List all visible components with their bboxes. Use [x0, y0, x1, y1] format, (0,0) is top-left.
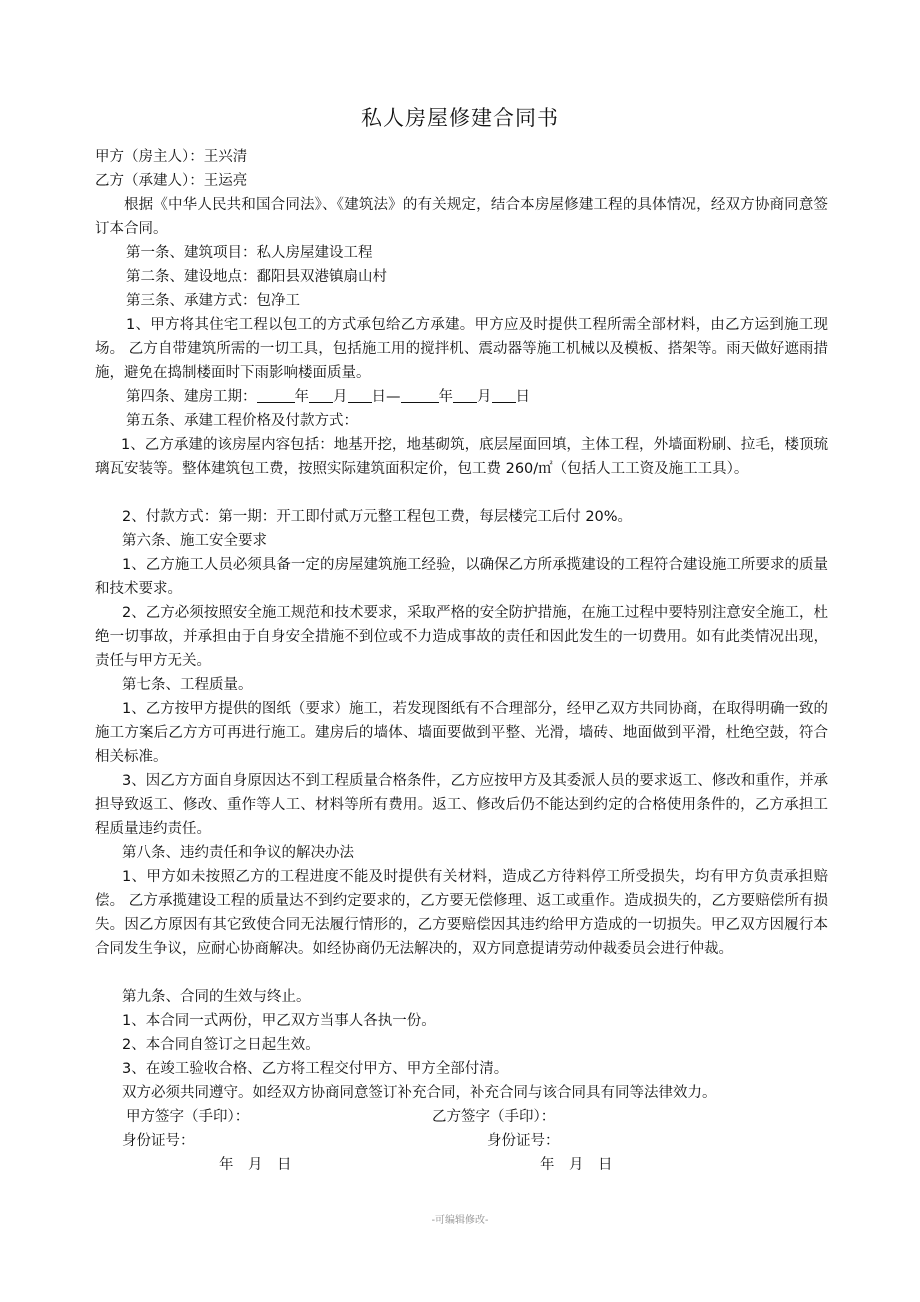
start-year-label: 年 — [294, 389, 309, 405]
end-year-blank — [401, 386, 439, 403]
party-b-line: 乙方（承建人）：王运亮 — [95, 173, 248, 189]
party-a-signature-label: 甲方签字（手印）： — [126, 1109, 250, 1125]
article-3: 第三条、承建方式：包净工 — [126, 293, 300, 309]
start-month-label: 月 — [333, 389, 348, 405]
article-8-clause-1: 1、甲方如未按照乙方的工程进度不能及时提供有关材料，造成乙方待料停工所受损失，均有甲方负责承担赔偿。 乙方承揽建设工程的质量达不到约定要求的，乙方要无偿修理、返工或重作。造成损失的，乙方要赔偿所有损失。因乙方原因有其它致使合同无法履行情形的，乙方要赔偿因其违约给甲方造成的一切损失。甲乙双方因履行本合同发生争议，应耐心协商解决。如经协商仍无法解决的，双方同意提请劳动仲裁委员会进行仲裁。 — [95, 869, 828, 957]
end-month-blank — [453, 386, 477, 403]
article-5-clause-1: 1、乙方承建的该房屋内容包括：地基开挖，地基砌筑，底层屋面回填，主体工程，外墙面粉刷、拉毛，楼顶琉璃瓦安装等。整体建筑包工费，按照实际建筑面积定价，包工费 260/㎡（包括人工工资及施工工具）。 — [95, 437, 828, 477]
end-day-label: 日 — [515, 389, 530, 405]
article-6-clause-1: 1、乙方施工人员必须具备一定的房屋建筑施工经验，以确保乙方所承揽建设的工程符合建设施工所要求的质量和技术要求。 — [95, 557, 828, 597]
article-7-clause-1: 1、乙方按甲方提供的图纸（要求）施工，若发现图纸有不合理部分，经甲乙双方共同协商，在取得明确一致的施工方案后乙方方可再进行施工。建房后的墙体、墙面要做到平整、光滑，墙砖、地面做到平滑，杜绝空鼓，符合相关标准。 — [95, 701, 828, 765]
party-a-date: 年 月 日 — [219, 1157, 292, 1173]
start-year-blank — [257, 386, 295, 403]
article-5: 第五条、承建工程价格及付款方式： — [126, 413, 358, 429]
article-6-clause-2: 2、乙方必须按照安全施工规范和技术要求，采取严格的安全防护措施，在施工过程中要特别注意安全施工，杜绝一切事故，并承担由于自身安全措施不到位或不力造成事故的责任和因此发生的一切费用。如有此类情况出现，责任与甲方无关。 — [95, 605, 828, 669]
article-3-clause-1: 1、甲方将其住宅工程以包工的方式承包给乙方承建。甲方应及时提供工程所需全部材料，由乙方运到施工现场。 乙方自带建筑所需的一切工具，包括施工用的搅拌机、震动器等施工机械以及模板、搭架等。雨天做好遮雨措施，避免在捣制楼面时下雨影响楼面质量。 — [95, 317, 828, 381]
intro-paragraph: 根据《中华人民共和国合同法》、《建筑法》的有关规定，结合本房屋修建工程的具体情况，经双方协商同意签订本合同。 — [95, 197, 828, 237]
party-a-line: 甲方（房主人）：王兴清 — [95, 149, 248, 165]
article-1: 第一条、建筑项目：私人房屋建设工程 — [126, 245, 373, 261]
party-a-id-label: 身份证号： — [122, 1133, 195, 1149]
end-day-blank — [492, 386, 516, 403]
document-title: 私人房屋修建合同书 — [361, 106, 559, 130]
article-9-clause-2: 2、本合同自签订之日起生效。 — [122, 1037, 320, 1053]
article-6: 第六条、施工安全要求 — [122, 533, 267, 549]
article-4-label: 第四条、建房工期： — [126, 389, 257, 405]
article-9-clause-1: 1、本合同一式两份，甲乙双方当事人各执一份。 — [122, 1013, 436, 1029]
article-4-construction-period — [126, 385, 861, 409]
party-b-date: 年 月 日 — [540, 1157, 613, 1173]
article-2: 第二条、建设地点：鄱阳县双港镇扇山村 — [126, 269, 387, 285]
article-9: 第九条、合同的生效与终止。 — [122, 989, 311, 1005]
page-footer: -可编辑修改- — [431, 1215, 489, 1226]
article-5-clause-2: 2、付款方式：第一期：开工即付贰万元整工程包工费，每层楼完工后付 20%。 — [122, 509, 633, 525]
end-month-label: 月 — [477, 389, 492, 405]
closing-statement: 双方必须共同遵守。如经双方协商同意签订补充合同，补充合同与该合同具有同等法律效力。 — [122, 1085, 717, 1101]
start-day-label: 日 — [371, 389, 386, 405]
period-dash: — — [386, 389, 401, 405]
start-day-blank — [348, 386, 372, 403]
end-year-label: 年 — [438, 389, 453, 405]
party-b-signature-label: 乙方签字（手印）： — [432, 1109, 556, 1125]
article-7: 第七条、工程质量。 — [122, 677, 253, 693]
article-8: 第八条、违约责任和争议的解决办法 — [122, 845, 354, 861]
article-9-clause-3: 3、在竣工验收合格、乙方将工程交付甲方、甲方全部付清。 — [122, 1061, 509, 1077]
party-b-id-label: 身份证号： — [487, 1133, 560, 1149]
article-7-clause-3: 3、因乙方方面自身原因达不到工程质量合格条件，乙方应按甲方及其委派人员的要求返工、修改和重作，并承担导致返工、修改、重作等人工、材料等所有费用。返工、修改后仍不能达到约定的合格使用条件的，乙方承担工程质量违约责任。 — [95, 773, 828, 837]
start-month-blank — [309, 386, 333, 403]
